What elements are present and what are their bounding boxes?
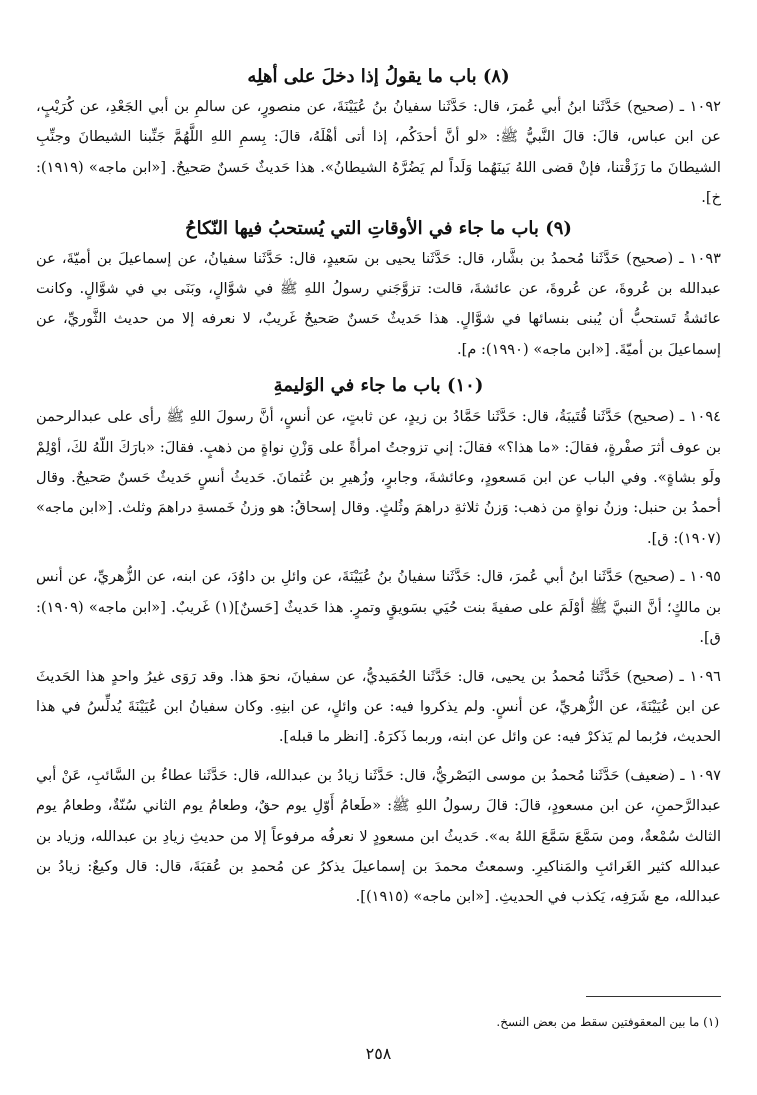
chapter-heading-8: (٨) باب ما يقولُ إذا دخلَ على أهلِه: [247, 66, 510, 87]
hadith-1094: ١٠٩٤ ـ (صحيح) حَدَّثَنا قُتَيبَةُ، قال: حَدَّثَنا حَمَّادُ بن زيدٍ، عن ثابتٍ، عن أنسٍ، أنَّ رسولَ اللهِ ﷺ رأى على عبدالرحمن بن عوف أثرَ صفْرةٍ، فقالَ: «ما هذا؟» فقالَ: إني تزوجتُ امرأةً على وَزْنِ نواةٍ من ذهبٍ. فقالَ: «بارَكَ اللّهُ لكَ، أوْلِمْ ولَو بشاةٍ». وفي الباب عن ابن مَسعودٍ، وعائشةَ، وجابرٍ، وزُهيرِ بن عُثمانَ. حَديثُ أنسٍ حَديثٌ حَسنٌ صَحيحٌ. وقال أحمدُ بن حنبل: وزنُ نواةٍ من ذهب: وَزنُ ثلاثةِ دراهمَ وثُلثٍ. وقال إسحاقُ: هو وزنُ خَمسةِ دراهمَ وثلث. [«ابن ماجه» (١٩٠٧): ق].: [36, 408, 721, 547]
page-number: ٢٥٨: [365, 1044, 392, 1063]
hadith-1092: ١٠٩٢ ـ (صحيح) حَدَّثَنا ابنُ أبي عُمرَ، قال: حَدَّثَنا سفيانُ بنُ عُيَيْنَةَ، عن منصورٍ، عن سالمِ بن أبي الجَعْدِ، عن كُرَيْبٍ، عن ابن عباس، قالَ: قالَ النَّبيُّ ﷺ: «لو أنَّ أحدَكُم، إذا أتى أهْلَهُ، قالَ: بِسمِ اللهِ اللَّهُمَّ جَنِّبنا الشيطانَ وجنِّبِ الشيطانَ ما رَزَقْتنا، فإنْ قضى اللهُ بَينَهُما وَلَداً لم يَضُرَّهُ الشيطانُ». هذا حَديثٌ حَسنٌ صَحيحٌ. [«ابن ماجه» (١٩١٩): خ].: [36, 98, 721, 207]
chapter-heading-9: (٩) باب ما جاء في الأوقاتِ التي يُستحبُ فيها النّكاحُ: [185, 217, 572, 239]
chapter-heading-10: (١٠) باب ما جاء في الوَليمةِ: [273, 375, 484, 397]
footnote: (١) ما بين المعقوفتين سقط من بعض النسخ.: [496, 1015, 719, 1029]
hadith-1093: ١٠٩٣ ـ (صحيح) حَدَّثَنا مُحمدُ بن بشَّار، قال: حَدَّثَنا يحيى بن سَعيدٍ، قال: حَدَّثَنا سفيانُ، عن إسماعيلَ بن أميّةَ، عن عبدالله بن عُروةَ، عن عُروةَ، عن عائشةَ، قالت: تزوَّجَني رسولُ اللهِ ﷺ في شوَّالٍ، وبَنَى بي في شوَّالٍ. وكانت عائشةُ تَستحبُّ أن يُبنى بنسائها في شوَّالٍ. هذا حَديثٌ حَسنٌ صَحيحٌ غَريبٌ، لا نعرفه إلا من حديث الثَّوريِّ، عن إسماعيلَ بن أميّةَ. [«ابن ماجه» (١٩٩٠): م].: [36, 249, 721, 358]
hadith-1096: ١٠٩٦ ـ (صحيح) حَدَّثَنا مُحمدُ بن يحيى، قال: حَدَّثَنا الحُمَيديُّ، عن سفيانَ، نحوَ هذا. وقد رَوَى غيرُ واحدٍ هذا الحَديثَ عن ابن عُيَيْنَةَ، عن الزُّهريِّ، عن أنسٍ. ولم يذكروا فيه: عن وائلٍ، عن ابنِهِ. وكان سفيانُ ابن عُيَيْنَةَ يُدلِّسُ في هذا الحديث، فرُبما لم يَذكرْ فيه: عن وائل عن ابنه، وربما ذَكرَهُ. [انظر ما قبله].: [36, 667, 721, 746]
hadith-1097: ١٠٩٧ ـ (ضعيف) حَدَّثَنا مُحمدُ بن موسى البَصْريُّ، قال: حَدَّثَنا زيادُ بن عبدالله، قال: حَدَّثَنا عطاءُ بن السَّائبِ، عَنْ أبي عبدالرَّحمنِ، عن ابن مسعودٍ، قالَ: قالَ رسولُ اللهِ ﷺ: «طَعامُ أَوّلِ يوم حقٌ، وطعامُ يوم الثاني سُنّةٌ، وطعامُ يوم الثالث سُمْعةٌ، ومن سَمَّعَ سَمَّعَ اللهُ به». حَديثُ ابن مسعودٍ لا نعرفُه مرفوعاً إلا من حديثِ زيادِ بن عبدالله، وزياد بن عبدالله كثير الغَرائبِ والمَناكيرِ. وسمعتُ محمدَ بن إسماعيلَ يذكرُ عن مُحمدِ بن عُقبَةَ، قال: قال وكيعٌ: زيادُ بن عبدالله، مع شَرَفِه، يَكذب في الحديثِ. [«ابن ماجه» (١٩١٥)].: [36, 766, 721, 906]
footnote-divider: [586, 996, 721, 997]
hadith-1095: ١٠٩٥ ـ (صحيح) حَدَّثَنا ابنُ أبي عُمرَ، قال: حَدَّثَنا سفيانُ بنُ عُيَيْنَةَ، عن وائلِ بن داوُدَ، عن ابنه، عن الزُّهريِّ، عن أنس بن مالكٍ؛ أنَّ النبيَّ ﷺ أوْلَمَ على صفيةَ بنت حُيَي بسَويقٍ وتمرٍ. هذا حَديثٌ [حَسنٌ](١) غَريبٌ. [«ابن ماجه» (١٩٠٩): ق].: [36, 568, 721, 647]
